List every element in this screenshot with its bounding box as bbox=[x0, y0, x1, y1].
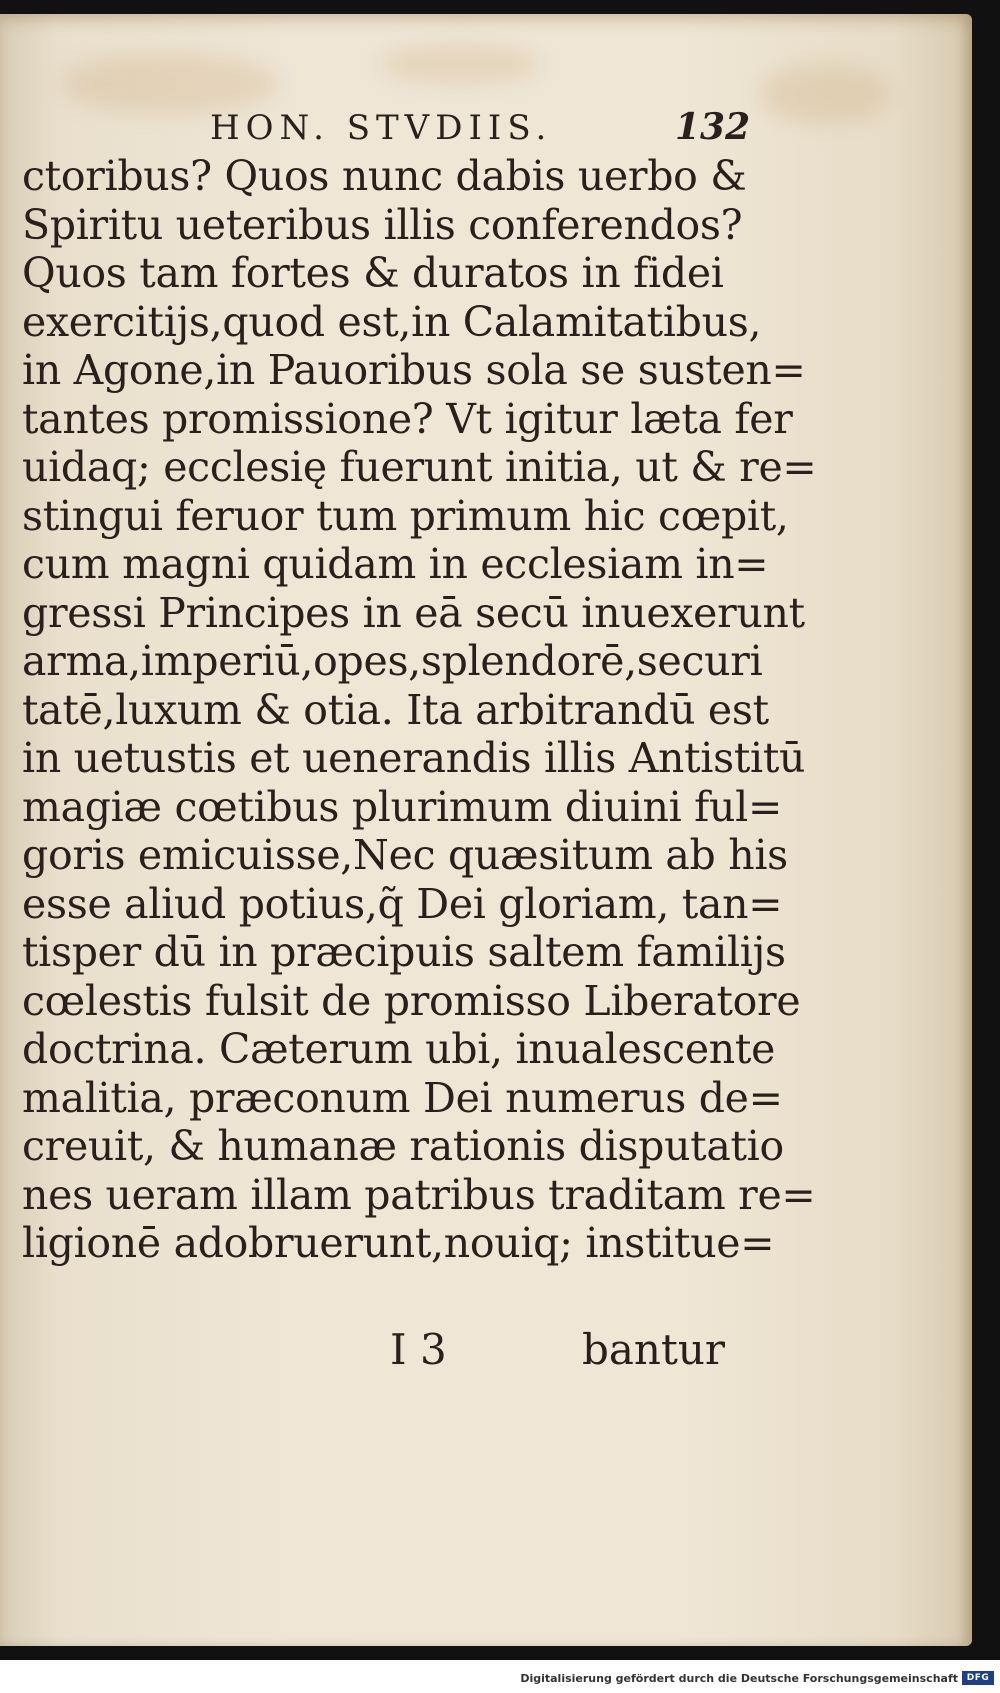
text-line: malitia, præconum Dei numerus de= bbox=[22, 1073, 783, 1122]
text-line: cœlestis fulsit de promisso Liberatore bbox=[22, 976, 801, 1025]
text-line: Quos tam fortes & duratos in fidei bbox=[22, 249, 724, 297]
text-line: doctrina. Cæterum ubi, inualescente bbox=[22, 1025, 776, 1073]
funding-credit: Digitalisierung gefördert durch die Deutsche Forschungsgemeinschaft bbox=[520, 1672, 958, 1685]
body-text bbox=[22, 152, 817, 1268]
text-line: gressi Principes in eā secū inuexerunt bbox=[22, 588, 805, 637]
text-line: tatē,luxum & otia. Ita arbitrandū est bbox=[22, 685, 769, 734]
signature-mark: I 3 bbox=[390, 1325, 447, 1374]
text-line: exercitijs,quod est,in Calamitatibus, bbox=[22, 297, 762, 346]
text-line: tantes promissione? Vt igitur læta fer bbox=[22, 394, 793, 443]
dfg-logo-icon: DFG bbox=[962, 1671, 994, 1685]
folio-number: 132 bbox=[675, 106, 751, 148]
text-line: ligionē adobruerunt,nouiq; institue= bbox=[22, 1219, 775, 1267]
text-line: Spiritu ueteribus illis conferendos? bbox=[22, 200, 743, 249]
text-line: goris emicuisse,Nec quæsitum ab his bbox=[22, 831, 788, 879]
text-line: magiæ cœtibus plurimum diuini ful= bbox=[22, 782, 783, 831]
text-line: esse aliud potius,q̃ Dei gloriam, tan= bbox=[22, 879, 783, 928]
text-line: arma,imperiū,opes,splendorē,securi bbox=[22, 637, 763, 685]
text-line: in Agone,in Pauoribus sola se susten= bbox=[22, 346, 806, 394]
text-line: nes ueram illam patribus traditam re= bbox=[22, 1170, 816, 1219]
text-line: in uetustis et uenerandis illis Antistitū bbox=[22, 734, 806, 782]
text-line: stingui feruor tum primum hic cœpit, bbox=[22, 491, 789, 540]
catchword: bantur bbox=[582, 1325, 725, 1374]
text-line: cum magni quidam in ecclesiam in= bbox=[22, 540, 769, 588]
running-title: HON. STVDIIS. bbox=[210, 108, 553, 148]
text-line: ctoribus? Quos nunc dabis uerbo & bbox=[22, 152, 747, 200]
text-line: tisper dū in præcipuis saltem familijs bbox=[22, 928, 786, 976]
text-line: creuit, & humanæ rationis disputatio bbox=[22, 1122, 784, 1170]
text-line: uidaq; ecclesię fuerunt initia, ut & re= bbox=[22, 443, 817, 491]
footer-bar bbox=[0, 1668, 1000, 1693]
